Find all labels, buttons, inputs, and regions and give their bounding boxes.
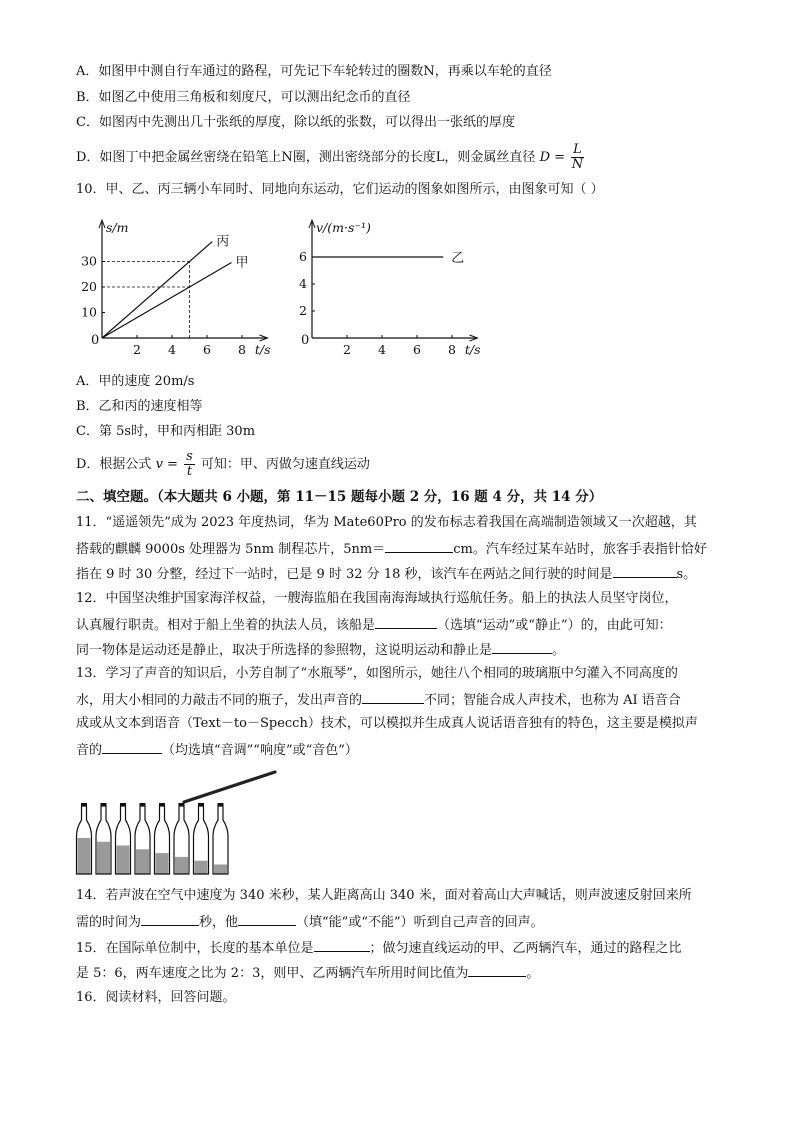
bottle-water	[195, 861, 208, 874]
bottle-water	[78, 838, 91, 874]
q13-line-2	[76, 690, 681, 710]
bottle-water	[97, 842, 110, 874]
q15-line-1	[76, 938, 682, 958]
series-label-bing: 丙	[216, 234, 230, 250]
bottle-cap	[140, 803, 146, 806]
q13-blank-1[interactable]	[362, 690, 424, 704]
q14-text-a: 需的时间为	[76, 915, 142, 930]
q15-line-2	[76, 963, 539, 983]
series-line-jia	[102, 263, 232, 338]
q11-text-d: s。	[676, 567, 697, 582]
q10-stem: 10．甲、乙、丙三辆小车同时、同地向东运动，它们运动的图象如图所示，由图象可知（ ）	[76, 182, 604, 197]
q9-option-b: B．如图乙中使用三角板和刻度尺，可以测出纪念币的直径	[76, 90, 411, 105]
q15-text-b: ；做匀速直线运动的甲、乙两辆汽车，通过的路程之比	[369, 941, 682, 956]
q14-text-b: 秒，他	[199, 915, 239, 930]
bottle	[213, 806, 228, 874]
q9-fraction-denominator: N	[571, 157, 584, 172]
bottle-cap	[159, 803, 165, 806]
q11-line-3	[76, 564, 696, 584]
series-label-yi: 乙	[451, 251, 465, 266]
q10-option-d-lhs: v =	[155, 457, 178, 472]
q9-option-d-text: D．如图丁中把金属丝密绕在铅笔上N圈，测出密绕部分的长度L，则金属丝直径	[76, 150, 536, 165]
bottle-cap	[101, 803, 107, 806]
x-tick-label: 4	[378, 342, 386, 357]
q9-option-c: C．如图丙中先测出几十张纸的厚度，除以纸的张数，可以得出一张纸的厚度	[76, 115, 515, 130]
water-bottle-xylophone-illustration	[72, 768, 282, 878]
q10-option-b: B．乙和丙的速度相等	[76, 399, 203, 414]
x-tick-label: 8	[238, 342, 246, 357]
x-tick-label: 6	[203, 342, 211, 357]
q12-text-c: 同一物体是运动还是静止，取决于所选择的参照物，这说明运动和静止是	[76, 643, 493, 658]
q13-line-1: 13．学习了声音的知识后，小芳自制了“水瓶琴”，如图所示，她往八个相同的玻璃瓶中匀灌入不同高度的	[76, 666, 678, 681]
y-tick-label: 2	[299, 303, 307, 318]
bottle-cap	[218, 803, 224, 806]
q15-text-c: 是 5：6，两车速度之比为 2：3，则甲、乙两辆汽车所用时间比值为	[76, 966, 469, 981]
y-axis-label: s/m	[106, 220, 129, 235]
q10-option-d	[76, 450, 370, 479]
q12-text-d: 。	[552, 643, 566, 658]
chart-s-t	[80, 214, 285, 364]
q12-blank-1[interactable]	[375, 615, 437, 629]
bottle-water	[175, 857, 188, 874]
q11-blank-2[interactable]	[613, 564, 677, 578]
q10-option-d-pre: D．根据公式	[76, 457, 152, 472]
q11-text-c: 指在 9 时 30 分整，经过下一站时，已是 9 时 32 分 18 秒，该汽车在两站之间行驶的时间是	[76, 567, 613, 582]
q13-text-b: 不同；智能合成人声技术，也称为 AI 语音合	[424, 693, 681, 708]
y-axis-label: v/(m·s⁻¹)	[316, 220, 371, 235]
x-tick-label: 2	[343, 342, 351, 357]
q14-blank-1[interactable]	[141, 912, 199, 926]
q12-line-3	[76, 640, 565, 660]
q9-fraction-numerator: L	[573, 142, 582, 157]
bottle-water	[156, 853, 169, 874]
bottle-water	[117, 846, 130, 875]
bottle-cap	[198, 803, 204, 806]
bottle-cap	[120, 803, 126, 806]
x-tick-label: 4	[168, 342, 176, 357]
q11-line-2	[76, 539, 707, 559]
q16-line-1: 16．阅读材料，回答问题。	[76, 990, 236, 1005]
bottle-water	[214, 865, 227, 875]
y-tick-label: 10	[81, 304, 97, 320]
q12-text-b: （选填“运动”或“静止”）的，由此可知：	[437, 618, 672, 633]
q12-text-a: 认真履行职责。相对于船上坐着的执法人员，该船是	[76, 618, 376, 633]
chart-v-t	[290, 214, 490, 364]
bottle-water	[136, 849, 149, 874]
origin-label: 0	[91, 333, 100, 348]
x-axis-label: t/s	[464, 342, 481, 357]
q9-option-d	[76, 143, 586, 172]
section-title: 二、填空题。（本大题共 6 小题，第 11－15 题每小题 2 分，16 题 4 分，共 14 分）	[76, 489, 603, 505]
q13-line-3: 成或从文本到语音（Text－to－Specch）技术，可以模拟并生成真人说话语音独有的特色，这主要是模拟声	[76, 716, 698, 731]
q12-line-1: 12．中国坚决维护国家海洋权益，一艘海监船在我国南海海域执行巡航任务。船上的执法人员坚守岗位，	[76, 591, 678, 606]
q10-option-d-fraction	[184, 450, 195, 479]
q13-text-c: 音的	[76, 743, 103, 758]
q12-blank-2[interactable]	[492, 640, 552, 654]
q12-line-2	[76, 615, 672, 635]
y-tick-label: 6	[299, 249, 307, 264]
origin-label: 0	[301, 333, 310, 348]
x-tick-label: 8	[448, 342, 456, 357]
q11-text-b: cm。汽车经过某车站时，旅客手表指针恰好	[453, 542, 707, 557]
q15-blank-2[interactable]	[468, 963, 526, 977]
striker-stick	[184, 772, 275, 802]
q15-text-d: 。	[526, 966, 540, 981]
series-line-bing	[102, 242, 212, 338]
q10-option-a: A．甲的速度 20m/s	[76, 374, 195, 389]
q15-blank-1[interactable]	[314, 938, 370, 952]
y-tick-label: 4	[299, 276, 307, 291]
bottle-cap	[179, 803, 185, 806]
q10-fraction-denominator: t	[186, 464, 193, 479]
y-tick-label: 20	[81, 279, 97, 294]
bottle-cap	[81, 803, 87, 806]
q13-text-d: （均选填“音调”“响度”或“音色”）	[162, 743, 358, 758]
q14-line-1: 14．若声波在空气中速度为 340 米秒，某人距离高山 340 米，面对着高山大声喊话，则声波速反射回来所	[76, 888, 692, 903]
q15-text-a: 15．在国际单位制中，长度的基本单位是	[76, 941, 314, 956]
q9-option-a: A．如图甲中测自行车通过的路程，可先记下车轮转过的圈数N，再乘以车轮的直径	[76, 64, 552, 79]
x-tick-label: 2	[133, 342, 141, 357]
q9-option-d-lhs: D =	[539, 150, 566, 165]
q13-blank-2[interactable]	[102, 740, 162, 754]
x-axis-label: t/s	[254, 342, 271, 357]
q10-option-c: C．第 5s时，甲和丙相距 30m	[76, 424, 256, 439]
q11-blank-1[interactable]	[385, 539, 453, 553]
q14-line-2	[76, 912, 544, 932]
q14-text-c: （填“能”或“不能”）听到自己声音的回声。	[296, 915, 544, 930]
x-tick-label: 6	[413, 342, 421, 357]
q14-blank-2[interactable]	[238, 912, 296, 926]
q11-line-1: 11．“遥遥领先”成为 2023 年度热词，华为 Mate60Pro 的发布标志着我国在高端制造领域又一次超越，其	[76, 515, 697, 530]
q9-option-d-fraction	[571, 143, 584, 172]
series-label-jia: 甲	[235, 255, 249, 271]
q11-text-a: 搭载的麒麟 9000s 处理器为 5nm 制程芯片，5nm＝	[76, 542, 386, 557]
q10-option-d-post: 可知：甲、丙做匀速直线运动	[200, 457, 370, 472]
q13-text-a: 水，用大小相同的力敲击不同的瓶子，发出声音的	[76, 693, 363, 708]
q10-fraction-numerator: s	[186, 449, 193, 464]
q13-line-4	[76, 740, 358, 760]
y-tick-label: 30	[81, 253, 97, 269]
